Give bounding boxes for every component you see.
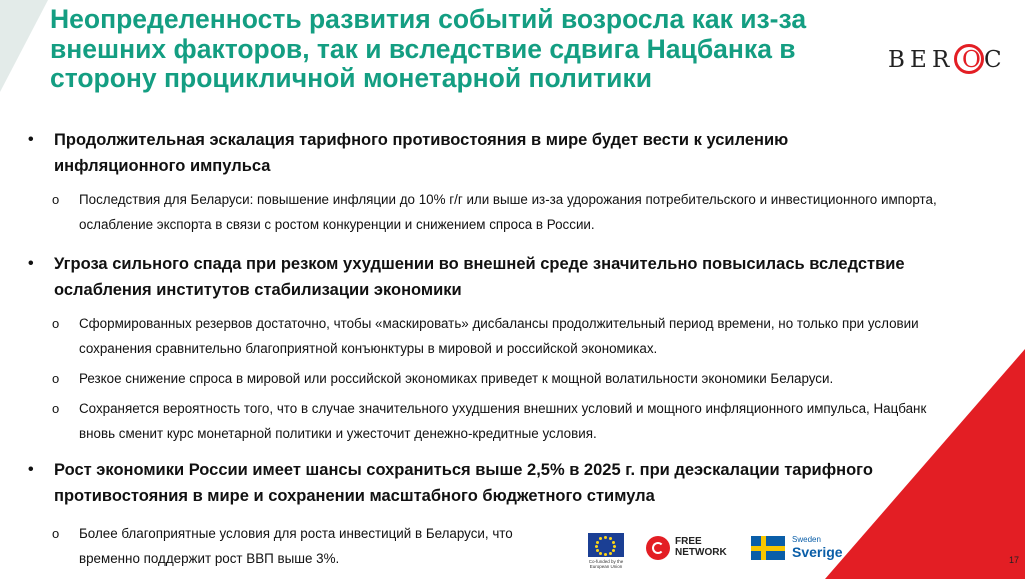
eu-caption: Co-funded by the European Union: [588, 559, 624, 569]
sub-bullet-dot: o: [52, 316, 60, 331]
free-network-label: FREE NETWORK: [675, 536, 727, 558]
eu-flag-icon: [588, 533, 624, 557]
logo-letter: E: [910, 47, 927, 73]
sub-bullet-dot: o: [52, 401, 60, 416]
free-network-icon: [646, 536, 670, 560]
sub-bullet-dot: o: [52, 192, 60, 207]
sub-bullet-text: Резкое снижение спроса в мировой или российской экономиках приведет к мощной волатильности экономики Беларуси.: [79, 371, 834, 386]
bullet-dot: •: [28, 131, 34, 148]
sub-bullet-text: Последствия для Беларуси: повышение инфляции до 10% г/г или выше из-за удорожания потребительского и инвестиционного импорта, ослабление экспорта в связи с ростом конкуренции и снижением спроса в России.: [79, 192, 937, 232]
bullet-text: Рост экономики России имеет шансы сохраниться выше 2,5% в 2025 г. при деэскалации тарифного противостояния в мире и сохранении масштабного бюджетного стимула: [54, 461, 873, 505]
slide-title: Неопределенность развития событий возросла как из-за внешних факторов, так и вследствие сдвига Нацбанка в сторону процикличной монетарной политики: [50, 4, 807, 93]
bullet-text: Продолжительная эскалация тарифного противостояния в мире будет вести к усилению инфляционного импульса: [54, 131, 789, 175]
sub-bullet-dot: o: [52, 526, 60, 541]
logo-letter: C: [984, 47, 1002, 73]
sub-bullet-text: Более благоприятные условия для роста инвестиций в Беларуси, что временно поддержит рост ВВП выше 3%.: [79, 526, 513, 566]
bullet-dot: •: [28, 255, 34, 272]
sub-bullet-dot: o: [52, 371, 60, 386]
sweden-flag-icon: [751, 536, 785, 560]
bullet-dot: •: [28, 461, 34, 478]
logo-letter: R: [932, 47, 950, 73]
sweden-small-label: Sweden: [792, 535, 821, 544]
sub-bullet-text: Сформированных резервов достаточно, чтобы «маскировать» дисбалансы продолжительный период времени, но только при условии сохранения сравнительно благоприятной конъюнктуры в мировой и российской экономиках.: [79, 316, 919, 356]
sweden-big-label: Sverige: [792, 544, 843, 560]
logo-letter: O: [962, 47, 981, 73]
logo-letter: B: [888, 47, 905, 73]
page-number: 17: [1008, 555, 1019, 565]
sub-bullet-text: Сохраняется вероятность того, что в случае значительного ухудшения внешних условий и мощного инфляционного импульса, Нацбанк вновь сменит курс монетарной политики и ужесточит денежно-кредитные условия.: [79, 401, 927, 441]
bullet-text: Угроза сильного спада при резком ухудшении во внешней среде значительно повысилась вследствие ослабления институтов стабилизации экономики: [54, 255, 905, 299]
